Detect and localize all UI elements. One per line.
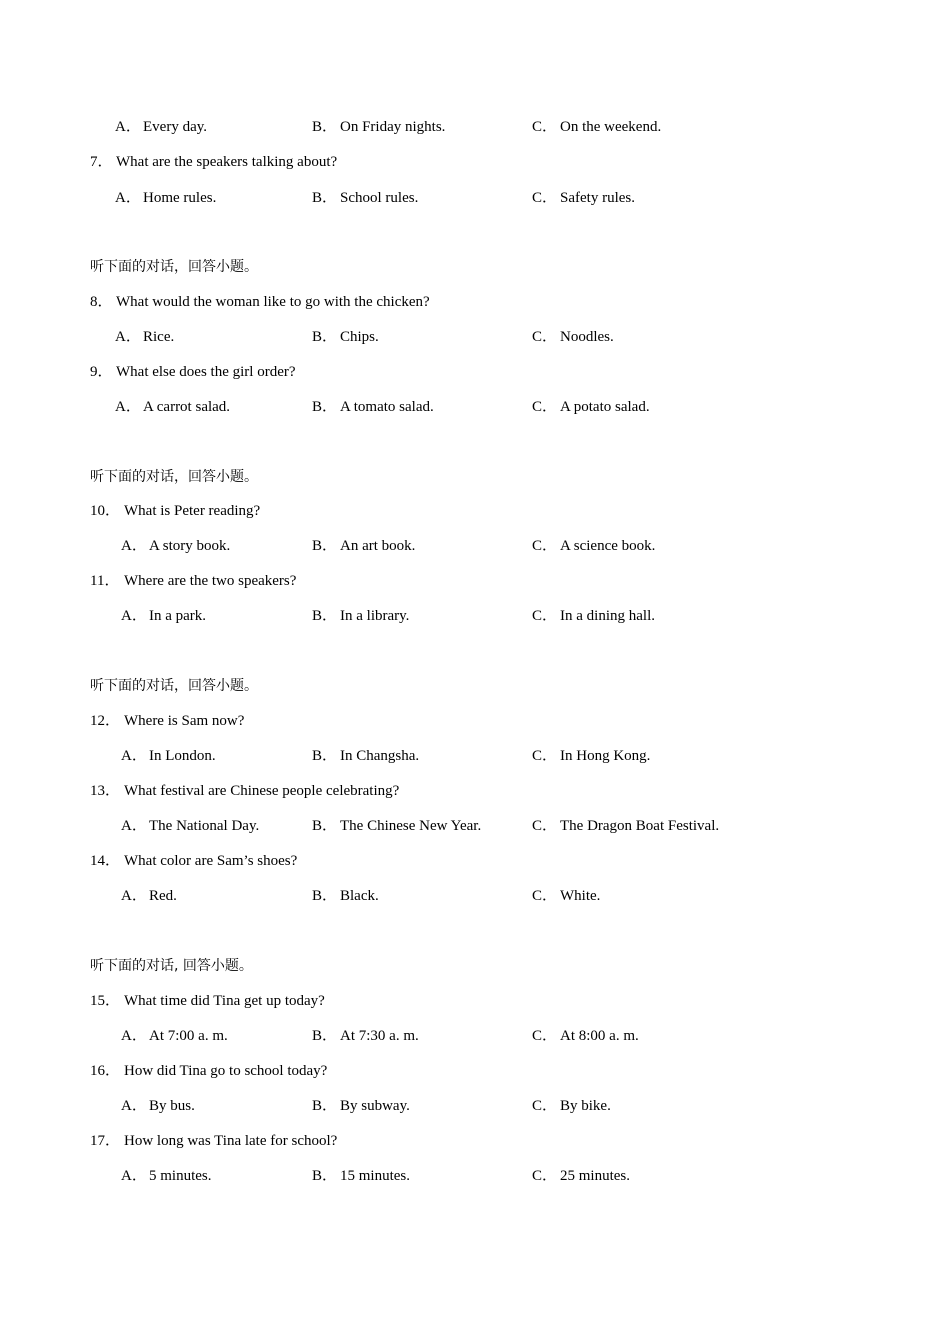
question-text: Where are the two speakers? xyxy=(124,573,297,589)
option-a: A． 5 minutes. xyxy=(121,1168,212,1184)
option-a: A． Red. xyxy=(121,888,177,904)
question-9 xyxy=(0,361,950,383)
question-text: How long was Tina late for school? xyxy=(124,1133,338,1149)
option-b: B． School rules. xyxy=(312,190,419,206)
option-b: B． Black. xyxy=(312,888,379,904)
question-16 xyxy=(0,1060,950,1082)
section-intro: 听下面的对话，回答小题。 xyxy=(90,259,258,275)
option-a: A． By bus. xyxy=(121,1098,195,1114)
option-a: A． Every day. xyxy=(115,119,207,135)
question-7 xyxy=(0,151,950,173)
options-row-q17 xyxy=(0,1165,950,1187)
option-a: A． In a park. xyxy=(121,608,207,624)
option-b: B． In Changsha. xyxy=(312,748,420,764)
question-text: What is Peter reading? xyxy=(124,503,261,519)
question-13 xyxy=(0,780,950,802)
option-c: C． By bike. xyxy=(532,1098,611,1114)
options-row-q6 xyxy=(0,116,950,138)
option-a: A． A carrot salad. xyxy=(115,399,231,415)
question-number: 10． xyxy=(90,503,121,519)
options-row-q15 xyxy=(0,1025,950,1047)
option-c: C． 25 minutes. xyxy=(532,1168,630,1184)
option-b: B． 15 minutes. xyxy=(312,1168,410,1184)
question-text: How did Tina go to school today? xyxy=(124,1063,328,1079)
question-text: What festival are Chinese people celebrating? xyxy=(124,783,400,799)
option-b: B． A tomato salad. xyxy=(312,399,434,415)
option-c: C． The Dragon Boat Festival. xyxy=(532,818,720,834)
question-number: 9． xyxy=(90,364,113,380)
question-number: 15． xyxy=(90,993,121,1009)
option-c: C． Safety rules. xyxy=(532,190,635,206)
question-text: What time did Tina get up today? xyxy=(124,993,325,1009)
question-8 xyxy=(0,291,950,313)
options-row-q9 xyxy=(0,396,950,418)
option-b: B． At 7:30 a. m. xyxy=(312,1028,419,1044)
question-number: 11． xyxy=(90,573,120,589)
option-b: B． By subway. xyxy=(312,1098,410,1114)
section-intro: 听下面的对话, 回答小题。 xyxy=(90,958,253,974)
option-c: C． In a dining hall. xyxy=(532,608,655,624)
option-c: C． White. xyxy=(532,888,601,904)
option-b: B． An art book. xyxy=(312,538,416,554)
question-text: What are the speakers talking about? xyxy=(116,154,338,170)
section-intro: 听下面的对话，回答小题。 xyxy=(90,469,258,485)
question-number: 16． xyxy=(90,1063,121,1079)
question-number: 7． xyxy=(90,154,113,170)
option-b: B． Chips. xyxy=(312,329,379,345)
question-17 xyxy=(0,1130,950,1152)
options-row-q12 xyxy=(0,745,950,767)
option-a: A． In London. xyxy=(121,748,216,764)
question-number: 8． xyxy=(90,294,113,310)
options-row-q16 xyxy=(0,1095,950,1117)
option-c: C． A science book. xyxy=(532,538,656,554)
options-row-q14 xyxy=(0,885,950,907)
option-c: C． In Hong Kong. xyxy=(532,748,651,764)
question-number: 12． xyxy=(90,713,121,729)
question-number: 13． xyxy=(90,783,121,799)
question-text: Where is Sam now? xyxy=(124,713,245,729)
options-row-q10 xyxy=(0,535,950,557)
question-14 xyxy=(0,850,950,872)
option-a: A． A story book. xyxy=(121,538,231,554)
option-c: C． Noodles. xyxy=(532,329,614,345)
options-row-q8 xyxy=(0,326,950,348)
option-b: B． The Chinese New Year. xyxy=(312,818,482,834)
option-a: A． The National Day. xyxy=(121,818,260,834)
option-c: C． At 8:00 a. m. xyxy=(532,1028,639,1044)
option-c: C． A potato salad. xyxy=(532,399,650,415)
question-11 xyxy=(0,570,950,592)
option-a: A． Home rules. xyxy=(115,190,217,206)
section-intro: 听下面的对话，回答小题。 xyxy=(90,678,258,694)
question-10 xyxy=(0,500,950,522)
question-number: 14． xyxy=(90,853,121,869)
question-text: What color are Sam’s shoes? xyxy=(124,853,298,869)
options-row-q11 xyxy=(0,605,950,627)
options-row-q13 xyxy=(0,815,950,837)
option-a: A． Rice. xyxy=(115,329,175,345)
option-a: A． At 7:00 a. m. xyxy=(121,1028,228,1044)
question-12 xyxy=(0,710,950,732)
question-text: What would the woman like to go with the chicken? xyxy=(116,294,430,310)
option-c: C． On the weekend. xyxy=(532,119,662,135)
option-b: B． In a library. xyxy=(312,608,410,624)
question-number: 17． xyxy=(90,1133,121,1149)
options-row-q7 xyxy=(0,187,950,209)
option-b: B． On Friday nights. xyxy=(312,119,446,135)
question-15 xyxy=(0,990,950,1012)
question-text: What else does the girl order? xyxy=(116,364,296,380)
